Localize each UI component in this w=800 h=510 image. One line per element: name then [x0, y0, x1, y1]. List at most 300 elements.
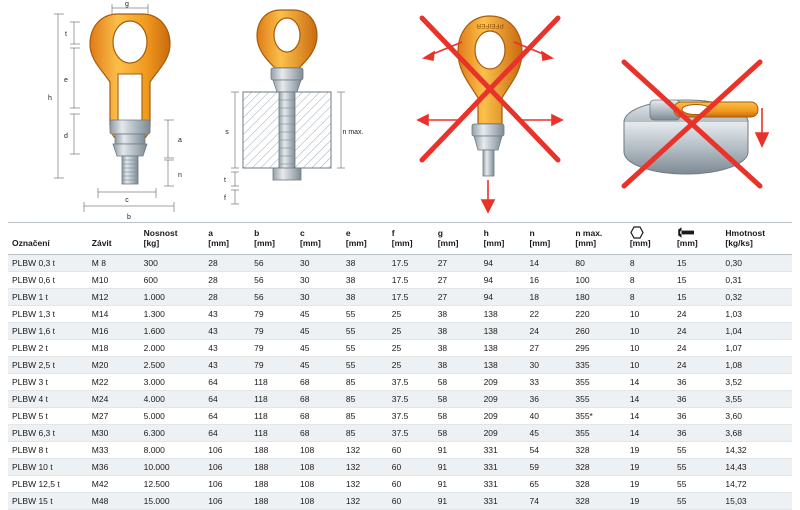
- th-dim-e-label: e: [345, 228, 351, 239]
- table-cell: 40: [525, 407, 571, 424]
- table-cell: 14: [626, 407, 673, 424]
- table-cell: 43: [204, 339, 250, 356]
- th-dim-n-max-unit: [mm]: [575, 238, 597, 248]
- table-cell: 45: [296, 356, 342, 373]
- table-cell: 38: [434, 339, 480, 356]
- table-cell: 132: [342, 458, 388, 475]
- th-dim-a-unit: [mm]: [208, 238, 230, 248]
- table-cell: 14: [626, 390, 673, 407]
- table-cell: 64: [204, 390, 250, 407]
- th-dim-b: [250, 223, 296, 255]
- nut: [273, 168, 301, 180]
- table-cell: 36: [673, 390, 721, 407]
- dim-label-a: a: [178, 137, 182, 144]
- table-cell: 132: [342, 492, 388, 509]
- table-cell: 138: [480, 339, 526, 356]
- table-cell: 3,68: [721, 424, 792, 441]
- figures-area: [0, 0, 800, 222]
- th-dim-f-label: f: [391, 228, 395, 239]
- table-cell: 10.000: [140, 458, 205, 475]
- table-cell: 36: [673, 407, 721, 424]
- th-designation: [8, 223, 88, 255]
- table-cell: 25: [388, 339, 434, 356]
- table-cell: 14: [626, 373, 673, 390]
- brand-label: PFEIFER: [476, 22, 504, 29]
- th-dim-f-unit: [mm]: [391, 238, 413, 248]
- table-cell: 15: [673, 271, 721, 288]
- table-cell: 0,31: [721, 271, 792, 288]
- thread-shaft: [279, 92, 295, 178]
- cell-designation: PLBW 6,3 t: [8, 424, 88, 441]
- table-cell: 355: [571, 424, 625, 441]
- table-cell: 331: [480, 441, 526, 458]
- table-row: [8, 322, 792, 339]
- table-cell: 260: [571, 322, 625, 339]
- table-cell: 17.5: [388, 271, 434, 288]
- dim-label-n-max: n max.: [342, 129, 364, 136]
- table-cell: 8.000: [140, 441, 205, 458]
- table-cell: 56: [250, 288, 296, 305]
- cell-designation: PLBW 3 t: [8, 373, 88, 390]
- table-cell: 58: [434, 407, 480, 424]
- table-cell: 30: [525, 356, 571, 373]
- dim-label-b: b: [127, 214, 131, 221]
- table-cell: 10: [626, 305, 673, 322]
- table-cell: M18: [88, 339, 140, 356]
- table-cell: 27: [434, 288, 480, 305]
- table-cell: 30: [296, 254, 342, 271]
- table-cell: 38: [434, 305, 480, 322]
- cell-designation: PLBW 12,5 t: [8, 475, 88, 492]
- cell-designation: PLBW 1,3 t: [8, 305, 88, 322]
- table-cell: 4.000: [140, 390, 205, 407]
- table-cell: 55: [673, 441, 721, 458]
- table-cell: 59: [525, 458, 571, 475]
- table-cell: 331: [480, 458, 526, 475]
- cell-designation: PLBW 0,3 t: [8, 254, 88, 271]
- table-cell: 28: [204, 271, 250, 288]
- table-cell: 60: [388, 441, 434, 458]
- table-cell: 108: [296, 458, 342, 475]
- table-cell: 19: [626, 492, 673, 509]
- cell-designation: PLBW 1 t: [8, 288, 88, 305]
- th-dim-h-unit: [mm]: [483, 238, 505, 248]
- th-designation-label: Označení: [12, 238, 50, 248]
- table-cell: 15,03: [721, 492, 792, 509]
- table-cell: 24: [673, 322, 721, 339]
- table-cell: 1,08: [721, 356, 792, 373]
- table-row: [8, 441, 792, 458]
- cell-designation: PLBW 2 t: [8, 339, 88, 356]
- table-cell: 19: [626, 441, 673, 458]
- table-cell: 25: [388, 305, 434, 322]
- th-weight-unit: [kg/ks]: [725, 238, 753, 248]
- table-cell: 209: [480, 373, 526, 390]
- table-cell: 85: [342, 424, 388, 441]
- table-cell: 188: [250, 458, 296, 475]
- th-dim-g-unit: [mm]: [437, 238, 459, 248]
- table-cell: 37.5: [388, 373, 434, 390]
- table-cell: M14: [88, 305, 140, 322]
- table-cell: 188: [250, 492, 296, 509]
- table-cell: 18: [525, 288, 571, 305]
- table-cell: 100: [571, 271, 625, 288]
- figure-incorrect-side-load: [400, 0, 580, 222]
- dim-label-g: g: [125, 1, 129, 8]
- table-cell: 55: [673, 475, 721, 492]
- dim-label-e: e: [64, 77, 68, 84]
- table-cell: 209: [480, 424, 526, 441]
- dim-label-s: s: [225, 129, 229, 136]
- table-cell: 118: [250, 407, 296, 424]
- dim-label-n: n: [178, 172, 182, 179]
- th-wrench-size: [673, 223, 721, 255]
- table-row: [8, 407, 792, 424]
- table-cell: 25: [388, 322, 434, 339]
- table-row: [8, 305, 792, 322]
- table-cell: 108: [296, 492, 342, 509]
- table-cell: 64: [204, 424, 250, 441]
- table-cell: 28: [204, 288, 250, 305]
- table-cell: 355*: [571, 407, 625, 424]
- table-cell: 335: [571, 356, 625, 373]
- table-cell: 3,60: [721, 407, 792, 424]
- th-dim-e: [342, 223, 388, 255]
- table-cell: 30: [296, 288, 342, 305]
- table-cell: M48: [88, 492, 140, 509]
- table-cell: 85: [342, 373, 388, 390]
- table-cell: 55: [342, 322, 388, 339]
- table-cell: 295: [571, 339, 625, 356]
- table-cell: 108: [296, 475, 342, 492]
- cell-designation: PLBW 2,5 t: [8, 356, 88, 373]
- cell-designation: PLBW 1,6 t: [8, 322, 88, 339]
- th-dim-a: [204, 223, 250, 255]
- table-cell: 1.300: [140, 305, 205, 322]
- bolt-assembly: [110, 120, 150, 184]
- table-cell: 79: [250, 339, 296, 356]
- table-cell: 43: [204, 322, 250, 339]
- table-cell: 94: [480, 254, 526, 271]
- table-cell: 355: [571, 373, 625, 390]
- table-cell: 28: [204, 254, 250, 271]
- table-cell: 1,04: [721, 322, 792, 339]
- table-cell: M10: [88, 271, 140, 288]
- th-dim-a-label: a: [208, 228, 213, 239]
- table-cell: M22: [88, 373, 140, 390]
- table-cell: 331: [480, 492, 526, 509]
- table-cell: 209: [480, 407, 526, 424]
- cell-designation: PLBW 10 t: [8, 458, 88, 475]
- bolt-assembly-3: [472, 124, 504, 176]
- table-cell: 55: [673, 492, 721, 509]
- table-cell: 188: [250, 475, 296, 492]
- table-cell: 27: [434, 271, 480, 288]
- table-cell: 85: [342, 390, 388, 407]
- th-hex-size-unit: [mm]: [629, 238, 651, 248]
- bolt-head: [271, 68, 303, 92]
- table-row: [8, 390, 792, 407]
- table-cell: 38: [434, 322, 480, 339]
- figure-eyebolt-section-view: [215, 0, 365, 222]
- table-cell: 45: [525, 424, 571, 441]
- dim-label-d: d: [64, 133, 68, 140]
- specification-table-wrap: [8, 222, 792, 510]
- table-cell: 60: [388, 492, 434, 509]
- table-row: [8, 492, 792, 509]
- table-cell: 68: [296, 407, 342, 424]
- cell-designation: PLBW 5 t: [8, 407, 88, 424]
- table-cell: 118: [250, 424, 296, 441]
- table-cell: M33: [88, 441, 140, 458]
- table-cell: 60: [388, 475, 434, 492]
- cell-designation: PLBW 4 t: [8, 390, 88, 407]
- th-dim-f: [388, 223, 434, 255]
- table-cell: 91: [434, 441, 480, 458]
- table-cell: 106: [204, 475, 250, 492]
- table-cell: 45: [296, 322, 342, 339]
- th-dim-b-label: b: [254, 228, 260, 239]
- cell-designation: PLBW 0,6 t: [8, 271, 88, 288]
- table-cell: 300: [140, 254, 205, 271]
- th-weight-label: Hmotnost: [725, 228, 766, 239]
- table-cell: 118: [250, 390, 296, 407]
- table-cell: 94: [480, 271, 526, 288]
- th-dim-h-label: h: [483, 228, 489, 239]
- table-cell: 106: [204, 492, 250, 509]
- table-cell: 3.000: [140, 373, 205, 390]
- table-cell: M16: [88, 322, 140, 339]
- table-row: [8, 356, 792, 373]
- table-cell: 30: [296, 271, 342, 288]
- table-cell: 36: [673, 424, 721, 441]
- th-dim-h: [480, 223, 526, 255]
- table-cell: 132: [342, 475, 388, 492]
- dim-label-f: f: [224, 195, 226, 202]
- table-cell: 180: [571, 288, 625, 305]
- table-header-row: [8, 223, 792, 255]
- eyebolt-ring: [257, 10, 317, 68]
- table-cell: 10: [626, 356, 673, 373]
- table-cell: 6.300: [140, 424, 205, 441]
- th-thread: [88, 223, 140, 255]
- table-cell: M27: [88, 407, 140, 424]
- table-cell: 45: [296, 305, 342, 322]
- table-cell: 68: [296, 373, 342, 390]
- table-cell: 0,32: [721, 288, 792, 305]
- table-cell: 0,30: [721, 254, 792, 271]
- table-cell: 55: [673, 458, 721, 475]
- table-cell: 8: [626, 288, 673, 305]
- table-cell: 5.000: [140, 407, 205, 424]
- table-row: [8, 424, 792, 441]
- table-cell: 1.000: [140, 288, 205, 305]
- table-cell: 14: [626, 424, 673, 441]
- table-cell: 60: [388, 458, 434, 475]
- table-cell: 14,43: [721, 458, 792, 475]
- th-capacity-unit: [kg]: [143, 238, 160, 248]
- table-cell: 36: [525, 390, 571, 407]
- table-cell: 65: [525, 475, 571, 492]
- table-cell: 37.5: [388, 424, 434, 441]
- table-cell: 15: [673, 288, 721, 305]
- table-cell: 1,07: [721, 339, 792, 356]
- table-cell: 600: [140, 271, 205, 288]
- table-cell: 25: [388, 356, 434, 373]
- table-cell: 24: [673, 339, 721, 356]
- th-wrench-size-unit: [mm]: [676, 238, 698, 248]
- table-cell: 55: [342, 305, 388, 322]
- table-cell: 94: [480, 288, 526, 305]
- figure-incorrect-flat-position: [590, 0, 790, 222]
- table-cell: 19: [626, 475, 673, 492]
- table-cell: 38: [342, 288, 388, 305]
- dim-label-h: h: [48, 95, 52, 102]
- table-cell: 328: [571, 458, 625, 475]
- table-cell: M 8: [88, 254, 140, 271]
- table-cell: 1.600: [140, 322, 205, 339]
- table-cell: 43: [204, 356, 250, 373]
- table-cell: 16: [525, 271, 571, 288]
- cell-designation: PLBW 8 t: [8, 441, 88, 458]
- table-cell: 79: [250, 322, 296, 339]
- table-cell: 138: [480, 356, 526, 373]
- table-cell: 36: [673, 373, 721, 390]
- specification-table: [8, 222, 792, 510]
- th-dim-e-unit: [mm]: [345, 238, 367, 248]
- table-cell: 188: [250, 441, 296, 458]
- table-cell: 58: [434, 424, 480, 441]
- table-cell: 22: [525, 305, 571, 322]
- table-head: [8, 223, 792, 255]
- dim-label-t2: t: [224, 177, 226, 184]
- dim-label-t: t: [65, 31, 67, 38]
- eyebolt-shape: [458, 16, 522, 124]
- table-cell: 10: [626, 322, 673, 339]
- table-row: [8, 458, 792, 475]
- table-cell: 12.500: [140, 475, 205, 492]
- table-cell: M12: [88, 288, 140, 305]
- table-cell: 37.5: [388, 407, 434, 424]
- table-cell: 118: [250, 373, 296, 390]
- table-cell: 17.5: [388, 288, 434, 305]
- table-cell: 64: [204, 407, 250, 424]
- table-cell: M30: [88, 424, 140, 441]
- th-dim-c: [296, 223, 342, 255]
- table-cell: 2.000: [140, 339, 205, 356]
- table-cell: M36: [88, 458, 140, 475]
- table-cell: 209: [480, 390, 526, 407]
- dim-label-c: c: [125, 197, 129, 204]
- table-cell: 106: [204, 441, 250, 458]
- table-cell: 37.5: [388, 390, 434, 407]
- cell-designation: PLBW 15 t: [8, 492, 88, 509]
- th-thread-label: Závit: [91, 238, 112, 248]
- table-cell: 328: [571, 475, 625, 492]
- table-row: [8, 254, 792, 271]
- table-cell: 24: [673, 305, 721, 322]
- th-hex-size: [626, 223, 673, 255]
- table-cell: 38: [342, 271, 388, 288]
- table-cell: 328: [571, 492, 625, 509]
- table-cell: 14,72: [721, 475, 792, 492]
- th-dim-c-label: c: [300, 228, 305, 239]
- table-cell: 220: [571, 305, 625, 322]
- table-cell: M24: [88, 390, 140, 407]
- table-cell: M20: [88, 356, 140, 373]
- table-cell: 56: [250, 271, 296, 288]
- table-row: [8, 475, 792, 492]
- table-cell: 19: [626, 458, 673, 475]
- table-cell: 27: [434, 254, 480, 271]
- table-cell: 106: [204, 458, 250, 475]
- table-cell: 3,55: [721, 390, 792, 407]
- table-body: [8, 254, 792, 509]
- table-cell: 3,52: [721, 373, 792, 390]
- table-cell: 91: [434, 492, 480, 509]
- table-row: [8, 339, 792, 356]
- table-cell: 64: [204, 373, 250, 390]
- table-cell: 138: [480, 322, 526, 339]
- th-dim-n-max: [571, 223, 625, 255]
- table-cell: 55: [342, 356, 388, 373]
- th-dim-c-unit: [mm]: [300, 238, 321, 248]
- table-cell: 1,03: [721, 305, 792, 322]
- table-cell: M42: [88, 475, 140, 492]
- table-cell: 91: [434, 475, 480, 492]
- table-cell: 56: [250, 254, 296, 271]
- table-cell: 58: [434, 373, 480, 390]
- table-cell: 138: [480, 305, 526, 322]
- table-cell: 8: [626, 271, 673, 288]
- table-cell: 8: [626, 254, 673, 271]
- table-cell: 24: [673, 356, 721, 373]
- table-cell: 45: [296, 339, 342, 356]
- table-cell: 68: [296, 424, 342, 441]
- th-capacity-label: Nosnost: [143, 228, 178, 239]
- table-cell: 17.5: [388, 254, 434, 271]
- table-cell: 14: [525, 254, 571, 271]
- table-cell: 328: [571, 441, 625, 458]
- table-row: [8, 271, 792, 288]
- table-cell: 24: [525, 322, 571, 339]
- table-row: [8, 288, 792, 305]
- table-cell: 33: [525, 373, 571, 390]
- th-dim-n-max-label: n max.: [575, 228, 603, 239]
- th-dim-g-label: g: [437, 228, 443, 239]
- table-cell: 79: [250, 356, 296, 373]
- force-arrows-4: [756, 108, 768, 146]
- table-cell: 58: [434, 390, 480, 407]
- table-cell: 68: [296, 390, 342, 407]
- table-cell: 38: [434, 356, 480, 373]
- table-cell: 15.000: [140, 492, 205, 509]
- table-cell: 55: [342, 339, 388, 356]
- table-cell: 10: [626, 339, 673, 356]
- table-cell: 27: [525, 339, 571, 356]
- th-dim-b-unit: [mm]: [254, 238, 275, 248]
- table-cell: 14,32: [721, 441, 792, 458]
- table-cell: 331: [480, 475, 526, 492]
- table-cell: 38: [342, 254, 388, 271]
- table-cell: 91: [434, 458, 480, 475]
- th-dim-n: [525, 223, 571, 255]
- table-row: [8, 373, 792, 390]
- table-cell: 132: [342, 441, 388, 458]
- th-weight: [721, 223, 792, 255]
- table-cell: 79: [250, 305, 296, 322]
- table-cell: 85: [342, 407, 388, 424]
